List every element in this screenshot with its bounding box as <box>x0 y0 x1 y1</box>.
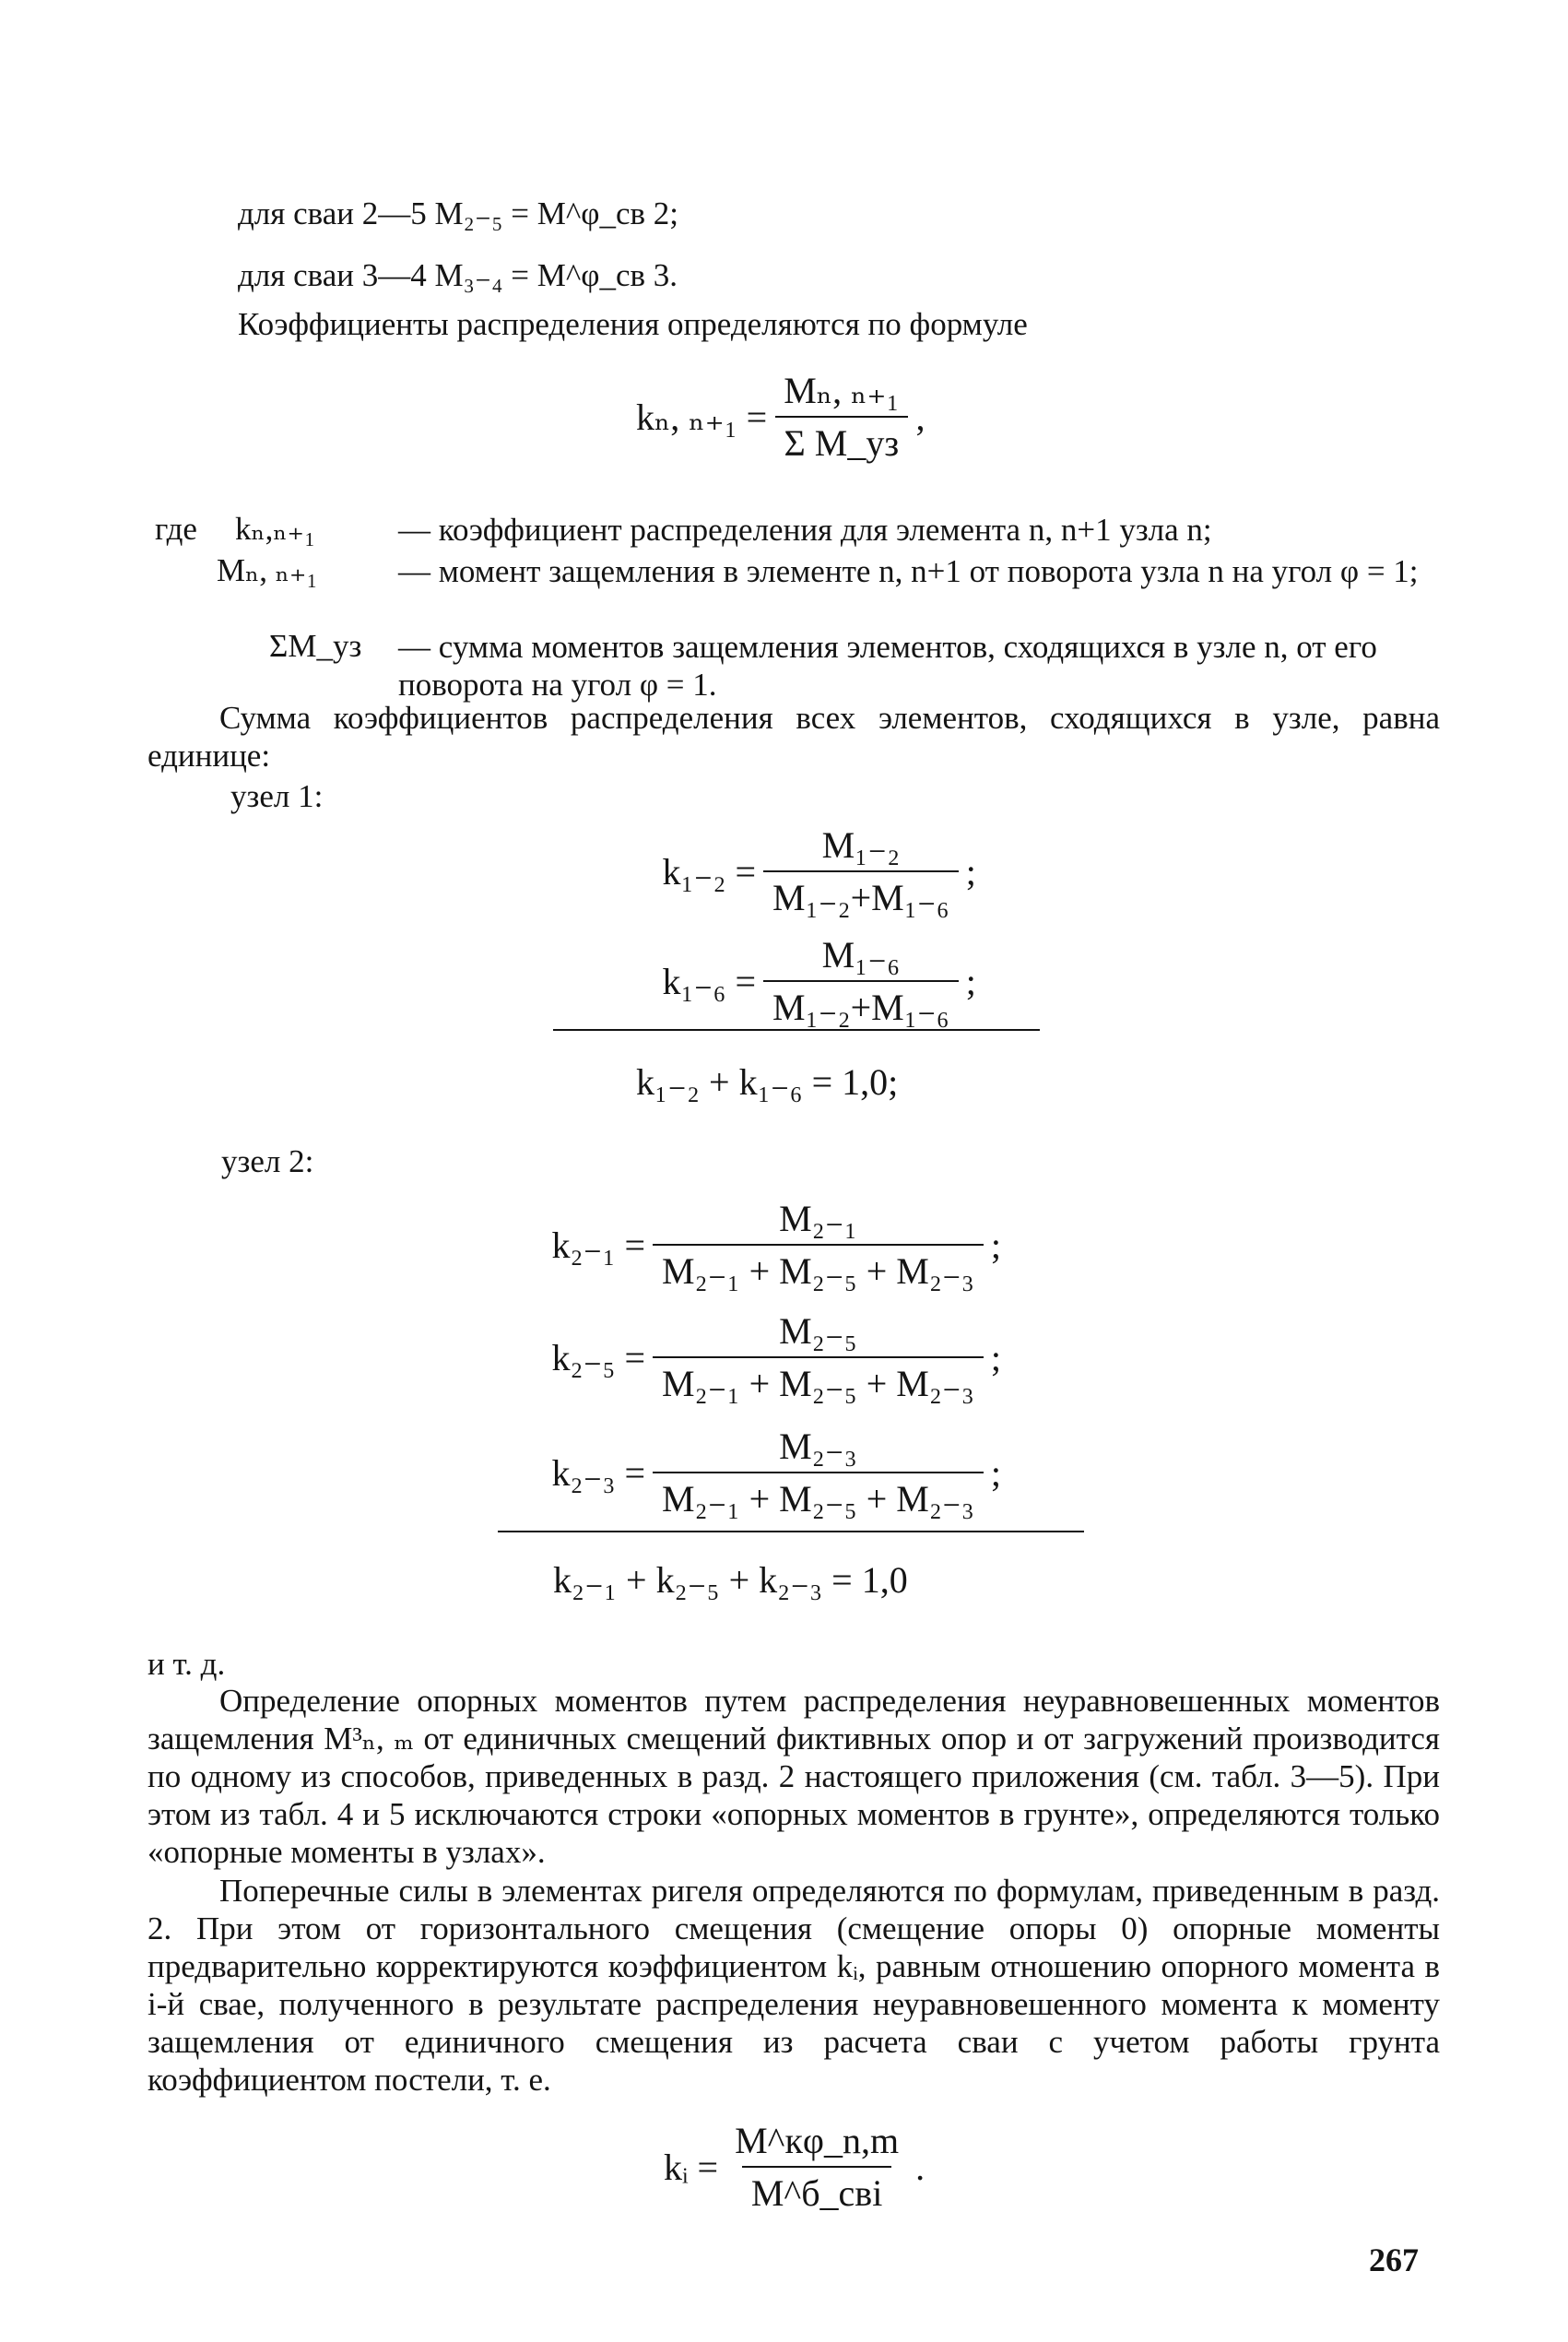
node2-eq-1 <box>498 1197 1001 1293</box>
node2-eq-tail: ; <box>990 1224 1001 1266</box>
node2-eq-numerator: M₂₋₁ <box>779 1198 857 1239</box>
node1-eq-denominator: M₁₋₂+M₁₋₆ <box>763 980 959 1029</box>
node1-eq-denominator: M₁₋₂+M₁₋₆ <box>763 870 959 919</box>
formula-last-lhs: kᵢ = <box>664 2146 719 2188</box>
node2-eq-denominator: M₂₋₁ + M₂₋₅ + M₂₋₃ <box>653 1472 984 1520</box>
formula-main-numerator: Mₙ, ₙ₊₁ <box>784 370 900 411</box>
node2-eq-tail: ; <box>990 1336 1001 1378</box>
node2-eq-fraction <box>653 1309 984 1405</box>
node2-eq-fraction <box>653 1197 984 1293</box>
node1-sum-rule <box>553 1029 1040 1031</box>
definition-term: ΣM_уз <box>269 628 362 664</box>
node2-eq-lhs: k₂₋₃ = <box>551 1451 645 1494</box>
definition-prefix: где <box>155 511 197 547</box>
node1-eq-numerator: M₁₋₂ <box>821 824 901 866</box>
node1-eq-tail: ; <box>965 960 976 1002</box>
formula-main-lhs: kₙ, ₙ₊₁ = <box>636 396 768 438</box>
node1-eq-fraction <box>763 823 959 919</box>
node2-eq-numerator: M₂₋₃ <box>779 1425 857 1467</box>
node2-sum: k₂₋₁ + k₂₋₅ + k₂₋₃ = 1,0 <box>553 1559 908 1601</box>
node2-label: узел 2: <box>221 1143 314 1179</box>
definition-term: kₙ,ₙ₊₁ <box>235 511 316 547</box>
node1-eq-lhs: k₁₋₂ = <box>662 850 756 893</box>
line-piles-2-5: для сваи 2—5 M₂₋₅ = M^φ_св 2; <box>238 195 679 231</box>
paragraph-support-moments: Определение опорных моментов путем распределения неуравновешенных моментов защемления M³ₙ, ₘ от единичных смещений фиктивных опор и от загружений производится по одному из способов, приведенных в разд. 2 настоящего приложения (см. табл. 3—5). При этом из табл. 4 и 5 исключаются строки «опорных моментов в грунте», определяются только «опорные моменты в узлах». <box>147 1683 1440 1870</box>
node1-eq-tail: ; <box>965 850 976 893</box>
sum-statement: Сумма коэффициентов распределения всех элементов, сходящихся в узле, равна единице: <box>147 700 1440 774</box>
node1-eq-lhs: k₁₋₆ = <box>662 960 756 1002</box>
node2-eq-tail: ; <box>990 1451 1001 1494</box>
definition-text: — момент защемления в элементе n, n+1 от поворота узла n на угол φ = 1; <box>398 553 1419 589</box>
node2-eq-fraction <box>653 1425 984 1520</box>
node2-eq-lhs: k₂₋₅ = <box>551 1336 645 1378</box>
node1-eq-fraction <box>763 933 959 1029</box>
formula-last-numerator: M^кφ_n,m <box>735 2120 900 2161</box>
definition-text: — сумма моментов защемления элементов, сходящихся в узле n, от его поворота на угол φ = 1. <box>398 629 1377 703</box>
node2-eq-denominator: M₂₋₁ + M₂₋₅ + M₂₋₃ <box>653 1244 984 1293</box>
formula-last-tail: . <box>915 2146 925 2188</box>
formula-main-fraction <box>774 369 908 465</box>
formula-last-fraction <box>725 2119 908 2215</box>
node2-eq-lhs: k₂₋₁ = <box>551 1224 645 1266</box>
coef-intro-text: Коэффициенты распределения определяются по формуле <box>238 306 1028 342</box>
formula-last <box>664 2119 925 2215</box>
formula-last-denominator: M^б_свi <box>742 2166 891 2215</box>
definition-term: Mₙ, ₙ₊₁ <box>217 552 318 588</box>
node1-label: узел 1: <box>230 778 324 814</box>
node2-sum-rule <box>498 1531 1084 1532</box>
page-number: 267 <box>1369 2241 1419 2278</box>
formula-main-tail: , <box>915 396 925 438</box>
etc-text: и т. д. <box>147 1646 226 1682</box>
node1-eq-1 <box>590 823 976 919</box>
line-piles-3-4: для сваи 3—4 M₃₋₄ = M^φ_св 3. <box>238 257 678 293</box>
node2-eq-numerator: M₂₋₅ <box>779 1310 857 1352</box>
formula-main-denominator: Σ M_уз <box>775 416 909 465</box>
node1-eq-2 <box>590 933 976 1029</box>
formula-main <box>636 369 925 465</box>
node2-eq-denominator: M₂₋₁ + M₂₋₅ + M₂₋₃ <box>653 1356 984 1405</box>
node1-eq-numerator: M₁₋₆ <box>821 934 901 976</box>
paragraph-shear-forces: Поперечные силы в элементах ригеля определяются по формулам, приведенным в разд. 2. При этом от горизонтального смещения (смещение опоры 0) опорные моменты предварительно корректируются коэффициентом kᵢ, равным отношению опорного момента в i-й свае, полученного в результате распределения неуравновешенного момента к моменту защемления от единичного смещения из расчета сваи с учетом работы грунта коэффициентом постели, т. е. <box>147 1873 1440 2098</box>
node2-eq-3 <box>498 1425 1001 1520</box>
node1-sum: k₁₋₂ + k₁₋₆ = 1,0; <box>636 1061 899 1103</box>
definition-text: — коэффициент распределения для элемента n, n+1 узла n; <box>398 512 1212 548</box>
node2-eq-2 <box>498 1309 1001 1405</box>
